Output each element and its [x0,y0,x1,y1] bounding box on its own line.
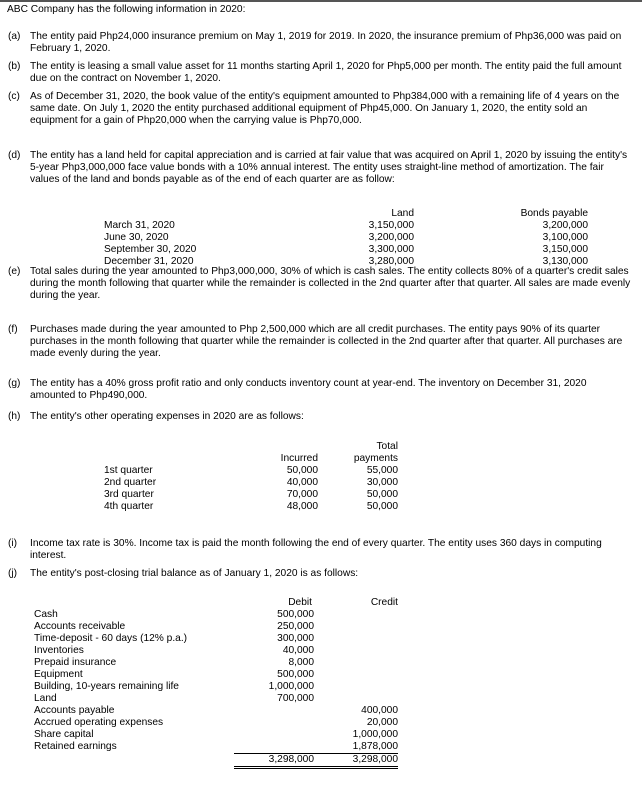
debit-cell: 250,000 [277,621,314,632]
payments-cell: 50,000 [366,489,398,500]
table-row [34,657,398,669]
land-cell: 3,150,000 [368,220,414,231]
total-header: Total [376,441,398,452]
table-row [34,705,398,717]
incurred-cell: 70,000 [286,489,318,500]
item-label: (g) [8,378,21,389]
account-cell: Time-deposit - 60 days (12% p.a.) [34,633,188,644]
credit-cell [314,669,398,681]
page-title: ABC Company has the following information in 2020: [7,4,246,15]
credit-cell: 1,000,000 [352,729,398,740]
payments-cell: 50,000 [366,501,398,512]
table-row [34,609,398,621]
payments-header: payments [353,453,398,464]
item-label: (i) [8,538,18,549]
debit-cell: 700,000 [277,693,314,704]
incurred-cell: 50,000 [286,465,318,476]
table-row [34,633,398,645]
item-label: (b) [8,61,21,72]
item-label: (e) [8,266,21,277]
account-cell: Accounts payable [34,705,115,716]
date-cell: December 31, 2020 [104,256,194,267]
account-cell: Accounts receivable [34,621,126,632]
item-b [8,61,634,85]
debit-cell: 8,000 [288,657,314,668]
debit-cell [234,741,314,754]
item-label: (d) [8,150,21,161]
table-row [34,693,398,705]
quarter-cell: 1st quarter [104,465,153,476]
table-row [104,465,398,477]
item-label: (j) [8,568,18,579]
account-cell: Land [34,693,57,704]
table-row [34,729,398,741]
table-row [34,717,398,729]
credit-cell [314,633,398,645]
bonds-cell: 3,150,000 [542,244,588,255]
item-i [8,538,634,562]
incurred-cell: 48,000 [286,501,318,512]
debit-cell: 500,000 [277,669,314,680]
credit-total: 3,298,000 [314,754,398,768]
bonds-cell: 3,130,000 [542,256,588,267]
credit-header: Credit [370,596,398,608]
debit-cell [234,729,314,741]
item-h [8,411,634,423]
incurred-cell: 40,000 [286,477,318,488]
item-g [8,378,634,402]
table-row [104,232,588,244]
account-cell: Cash [34,609,58,620]
table-row [34,741,398,754]
payments-cell: 30,000 [366,477,398,488]
date-cell: June 30, 2020 [104,232,169,243]
account-cell: Building, 10-years remaining life [34,681,179,692]
item-f [8,324,634,360]
debit-cell: 500,000 [277,609,314,620]
debit-cell [234,717,314,729]
debit-cell [234,705,314,717]
table-row [104,477,398,489]
bonds-cell: 3,100,000 [542,232,588,243]
date-cell: September 30, 2020 [104,244,197,255]
table-row [104,244,588,256]
date-cell: March 31, 2020 [104,220,175,231]
item-text: Total sales during the year amounted to Php3,000,000, 30% of which is cash sales. The entity collects 80% of a quarter's credit sales during the month following that quarter while the remainder is collected in the 2nd quarter after that quarter. All sales are made evenly during the year. [30,266,631,301]
item-text: The entity has a land held for capital appreciation and is carried at fair value that was acquired on April 1, 2020 by issuing the entity's 5-year Php3,000,000 face value bonds with a 10% annual interest. The entity uses straight-line method of amortization. The fair values of the land and bonds payable as of the end of each quarter are as follow: [30,150,628,185]
item-label: (f) [8,324,18,335]
item-label: (a) [8,31,21,42]
account-cell: Accrued operating expenses [34,717,164,728]
account-cell: Share capital [34,729,94,740]
item-label: (c) [8,91,20,102]
credit-cell [314,693,398,705]
item-c [8,91,634,127]
item-e [8,266,634,302]
item-text: The entity has a 40% gross profit ratio and only conducts inventory count at year-end. The inventory on December 31, 2020 amounted to Php490,000. [30,378,587,401]
account-cell: Retained earnings [34,741,117,753]
credit-cell [314,645,398,657]
credit-cell [314,681,398,693]
item-text: The entity's other operating expenses in 2020 are as follows: [30,411,304,422]
quarter-cell: 2nd quarter [104,477,157,488]
table-row [34,681,398,693]
incurred-header: Incurred [280,453,318,464]
debit-total: 3,298,000 [234,754,314,768]
item-text: The entity's post-closing trial balance as of January 1, 2020 is as follows: [30,568,359,579]
land-header: Land [391,208,414,219]
top-border [0,0,642,2]
payments-cell: 55,000 [366,465,398,476]
debit-cell: 300,000 [277,633,314,644]
item-text: The entity paid Php24,000 insurance premium on May 1, 2019 for 2019. In 2020, the insurance premium of Php36,000 was paid on February 1, 2020. [30,31,622,54]
account-cell: Inventories [34,645,84,656]
item-text: As of December 31, 2020, the book value of the entity's equipment amounted to Php384,000 with a remaining life of 4 years on the same date. On July 1, 2020 the entity purchased additional equipment of Php45,000. On January 1, 2020, the entity sold an equipment for a gain of Php20,000 when the carrying value is Php70,000. [30,91,620,126]
account-cell: Prepaid insurance [34,657,117,668]
item-label: (h) [8,411,21,422]
credit-cell: 20,000 [366,717,398,728]
credit-cell: 1,878,000 [352,741,398,752]
item-j [8,568,634,580]
fair-value-table [104,208,588,268]
land-cell: 3,280,000 [368,256,414,267]
credit-cell: 400,000 [361,705,398,716]
bonds-cell: 3,200,000 [542,220,588,231]
quarter-cell: 3rd quarter [104,489,154,500]
bonds-header: Bonds payable [520,208,588,219]
quarter-cell: 4th quarter [104,501,154,512]
item-a [8,31,634,55]
debit-header: Debit [288,596,312,608]
land-cell: 3,200,000 [368,232,414,243]
table-row [104,489,398,501]
table-row [34,669,398,681]
account-cell: Equipment [34,669,83,680]
item-text: Purchases made during the year amounted to Php 2,500,000 which are all credit purchases. The entity pays 90% of its quarter purchases in the month following that quarter while the remainder is collected in the 2nd quarter after that quarter. All purchases are made evenly during the year. [30,324,623,359]
credit-cell [314,657,398,669]
debit-cell: 1,000,000 [268,681,314,692]
credit-cell [314,621,398,633]
table-row [104,501,398,513]
table-row [34,621,398,633]
item-text: Income tax rate is 30%. Income tax is paid the month following the end of every quarter. The entity uses 360 days in computing interest. [30,538,602,561]
debit-cell: 40,000 [282,645,314,656]
credit-cell [314,609,398,621]
trial-balance-table [34,596,398,769]
item-text: The entity is leasing a small value asset for 11 months starting April 1, 2020 for Php5,000 per month. The entity paid the full amount due on the contract on November 1, 2020. [30,61,622,84]
expenses-table [104,441,398,513]
table-row [104,220,588,232]
table-row [34,645,398,657]
land-cell: 3,300,000 [368,244,414,255]
item-d [8,150,634,186]
totals-row [34,754,398,768]
